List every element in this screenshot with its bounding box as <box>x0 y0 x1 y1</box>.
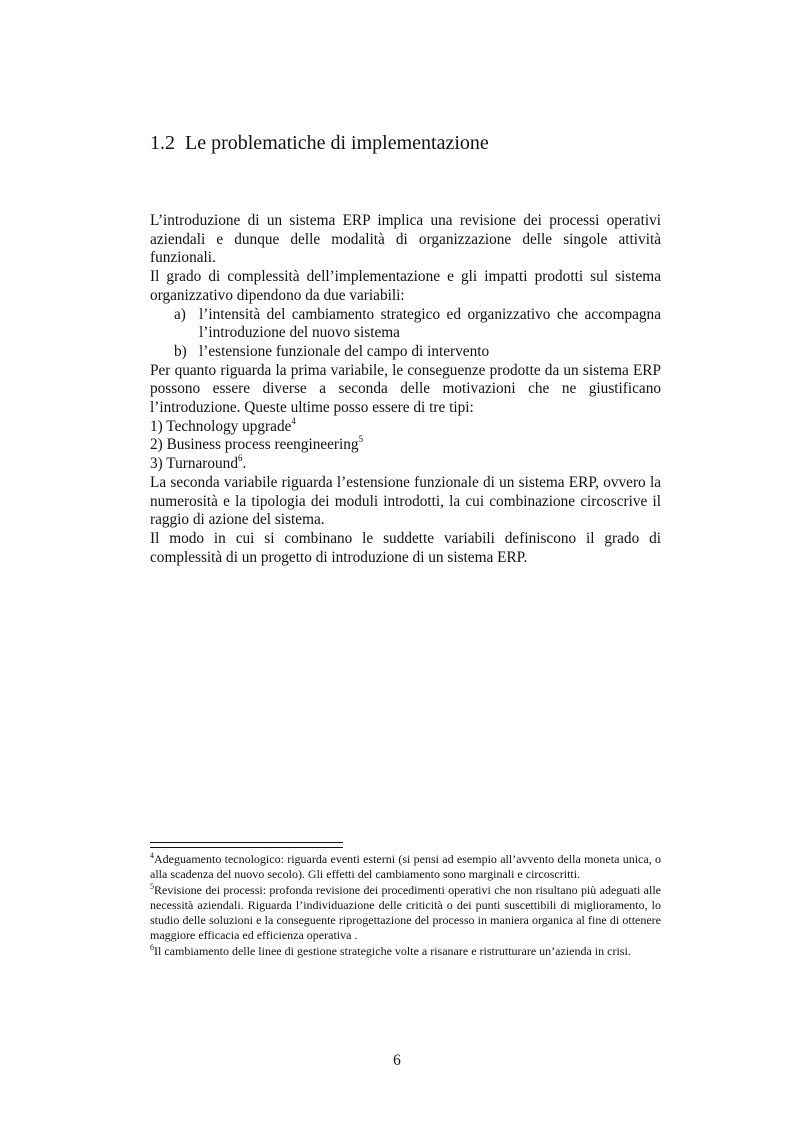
footnote <box>150 883 661 944</box>
type-line <box>150 436 661 455</box>
footnote-number: 4 <box>150 851 154 860</box>
list-item-text: l’intensità del cambiamento strategico ed organizzativo che accompagna l’introduzione del nuovo sistema <box>199 305 661 342</box>
type-label: 1) Technology upgrade <box>150 417 292 435</box>
type-label: 3) Turnaround <box>150 455 238 473</box>
footnote-divider <box>150 842 343 843</box>
page-number: 6 <box>393 1052 401 1069</box>
type-line <box>150 415 661 437</box>
list-item <box>150 343 661 362</box>
body-text <box>150 212 661 567</box>
footnote-divider <box>150 847 343 848</box>
footnote <box>150 852 661 883</box>
section-title: Le problematiche di implementazione <box>185 132 489 154</box>
list-item <box>150 306 661 343</box>
paragraph-intro: L’introduzione di un sistema ERP implica una revisione dei processi operativi aziendali e dunque delle modalità di organizzazione delle singole attività funzionali. <box>150 212 661 267</box>
list-marker: b) <box>174 342 187 360</box>
type-label: 2) Business process reengineering <box>150 436 359 454</box>
section-heading <box>150 132 489 155</box>
footnote-text: Revisione dei processi: profonda revisione dei procedimenti operativi che non risultano più adeguati alle necessità aziendali. Riguarda l’individuazione delle criticità o dei punti suscettibili di miglioramento, lo studio delle soluzioni e la conseguente riprogettazione del processo in maniera organica al fine di ottenere maggiore efficacia ed efficienza operativa . <box>150 882 661 943</box>
footnote-text: Adeguamento tecnologico: riguarda eventi esterni (si pensi ad esempio all’avvento della moneta unica, o alla scadenza del nuovo secolo). Gli effetti del cambiamento sono marginali e circoscritti. <box>150 852 661 882</box>
paragraph-conclusion: Il modo in cui si combinano le suddette variabili definiscono il grado di complessità di un progetto di introduzione di un sistema ERP. <box>150 529 661 566</box>
footnote-ref[interactable]: 5 <box>358 434 364 445</box>
footnotes <box>150 852 661 959</box>
footnote-ref[interactable]: 6 <box>237 453 243 464</box>
paragraph-complexity: Il grado di complessità dell’implementazione e gli impatti prodotti sul sistema organizzativo dipendono da due variabili: <box>150 268 661 304</box>
type-line: 3) Turnaround$^6$. <box>150 453 247 473</box>
footnote-number: 5 <box>150 881 154 891</box>
footnote-text: Il cambiamento delle linee di gestione strategiche volte a risanare e ristrutturare un’azienda in crisi. <box>154 943 631 958</box>
paragraph-first-variable: Per quanto riguarda la prima variabile, le conseguenze prodotte da un sistema ERP possono essere diverse a seconda delle motivazioni che ne giustificano l’introduzione. Queste ultime posso essere di tre tipi: <box>150 361 661 417</box>
section-number: 1.2 <box>150 132 175 154</box>
footnote-ref[interactable]: 4 <box>291 415 296 426</box>
paragraph-second-variable: La seconda variabile riguarda l’estensione funzionale di un sistema ERP, ovvero la numerosità e la tipologia dei moduli introdotti, la cui combinazione circoscrive il raggio di azione del sistema. <box>150 473 661 529</box>
footnote-number: 6 <box>150 942 154 952</box>
footnote <box>150 944 661 959</box>
list-marker: a) <box>174 305 186 323</box>
list-item-text: l’estensione funzionale del campo di intervento <box>199 342 490 360</box>
